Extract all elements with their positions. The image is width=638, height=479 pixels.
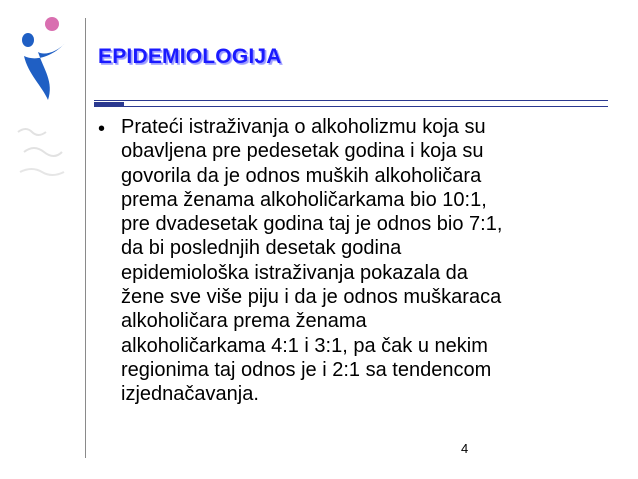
- body-line: žene sve više piju i da je odnos muškaraca: [121, 286, 502, 309]
- body-line: govorila da je odnos muških alkoholičara: [121, 164, 482, 187]
- body-line: izjednačavanja.: [121, 383, 259, 406]
- body-line: epidemiološka istraživanja pokazala da: [121, 261, 468, 284]
- title-underline-accent: [94, 102, 124, 107]
- title-underline: [94, 100, 608, 107]
- body-line: pre dvadesetak godina taj je odnos bio 7:1,: [121, 213, 503, 236]
- body-line: prema ženama alkoholičarkama bio 10:1,: [121, 188, 487, 211]
- logo-figure-icon: [14, 12, 74, 192]
- bullet-text: [121, 115, 611, 407]
- body-line: alkoholičarkama 4:1 i 3:1, pa čak u nekim: [121, 334, 488, 357]
- page-number: 4: [461, 441, 469, 456]
- slide-title: EPIDEMIOLOGIJA: [98, 45, 282, 68]
- body-line: da bi poslednjih desetak godina: [121, 237, 402, 260]
- body-line: obavljena pre pedesetak godina i koja su: [121, 140, 484, 163]
- body-line: Prateći istraživanja o alkoholizmu koja su: [121, 116, 486, 138]
- bullet-icon: •: [98, 118, 106, 140]
- left-divider: [85, 18, 86, 458]
- body-line: regionima taj odnos je i 2:1 sa tendencom: [121, 358, 492, 381]
- body-line: alkoholičara prema ženama: [121, 310, 367, 333]
